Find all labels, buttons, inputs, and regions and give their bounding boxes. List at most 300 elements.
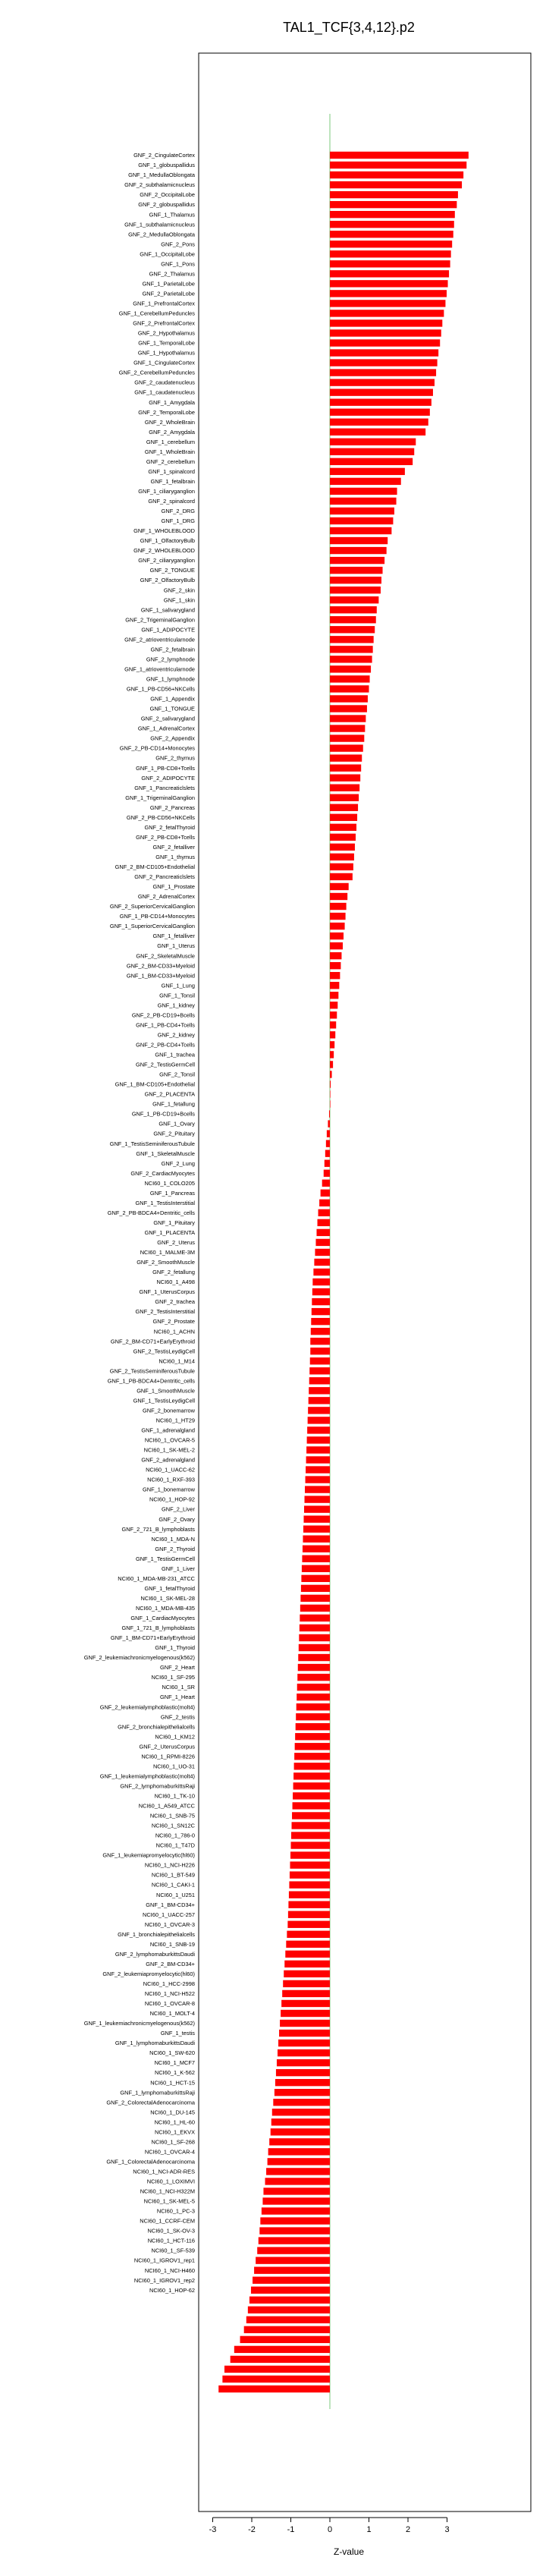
category-label: GNF_1_TestisSeminiferousTubule — [109, 1140, 195, 1147]
bar — [290, 1861, 330, 1868]
category-label: GNF_1_Tonsil — [159, 992, 195, 999]
bar — [330, 626, 375, 633]
bar — [330, 1080, 331, 1087]
bar — [310, 1338, 330, 1345]
category-label: GNF_2_SkeletalMuscle — [136, 952, 195, 960]
bar — [295, 1743, 330, 1750]
category-label: NCI60_1_MDA-N — [151, 1535, 195, 1543]
category-label: GNF_2_Tonsil — [159, 1071, 195, 1078]
category-label: GNF_2_Hypothalamus — [137, 329, 195, 337]
category-label: NCI60_1_MOLT-4 — [149, 2010, 195, 2018]
bar — [308, 1417, 330, 1423]
category-label: GNF_2_BM-CD71+EarlyErythroid — [110, 1338, 195, 1345]
category-label: GNF_1_UterusCorpus — [139, 1288, 195, 1296]
category-label: NCI60_1_NCI-H522 — [144, 1990, 195, 1998]
category-label: GNF_1_721_B_lymphoblasts — [121, 1625, 195, 1632]
category-label: GNF_1_skin — [163, 596, 195, 604]
bar — [302, 1555, 330, 1562]
category-label: GNF_2_Pancreaticlslets — [134, 873, 195, 881]
category-label: NCI60_1_CAKI-1 — [151, 1881, 195, 1889]
bar — [291, 1832, 330, 1838]
bar — [329, 1110, 330, 1117]
bar — [330, 517, 393, 524]
category-label: NCI60_1_HL-60 — [154, 2118, 195, 2126]
category-label: GNF_2_OlfactoryBulb — [140, 577, 195, 584]
category-label: NCI60_1_SK-MEL-28 — [140, 1594, 195, 1602]
category-label: GNF_1_Thalamus — [149, 211, 195, 219]
category-label: GNF_2_thymus — [155, 754, 195, 762]
bar — [304, 1505, 330, 1512]
category-label: GNF_2_PB-CD19+Bcells — [131, 1011, 195, 1019]
bar — [330, 764, 361, 771]
category-label: GNF_1_leukemiachronicmyelogenous(k562) — [83, 2020, 195, 2027]
category-label: NCI60_1_MDA-MB-231_ATCC — [118, 1574, 195, 1582]
x-tick-label: 2 — [405, 2525, 411, 2534]
category-label: GNF_2_skin — [163, 587, 195, 594]
bar — [300, 1615, 330, 1621]
bar — [330, 992, 338, 999]
bar — [325, 1160, 330, 1167]
category-label: GNF_2_WHOLEBLOOD — [133, 547, 195, 555]
category-label: GNF_1_lymphomaburkittsRaji — [120, 2089, 195, 2096]
category-label: NCI60_1_SNB-19 — [149, 1940, 195, 1948]
category-label: GNF_2_lymphnode — [146, 656, 195, 663]
category-label: GNF_2_adrenalgland — [141, 1456, 195, 1464]
bar — [322, 1180, 330, 1187]
category-label: GNF_1_kidney — [157, 1002, 195, 1009]
category-label: GNF_2_fetalliver — [152, 843, 195, 851]
category-label: NCI60_1_K-562 — [154, 2069, 195, 2077]
bar — [330, 290, 447, 297]
bar — [293, 1782, 330, 1789]
bar — [303, 1515, 330, 1522]
bar — [310, 1357, 330, 1364]
bar — [330, 695, 368, 702]
bar — [330, 754, 362, 761]
bar — [330, 1021, 336, 1028]
bar — [330, 1002, 337, 1008]
category-label: GNF_1_lymphomaburkittsDaudi — [115, 2040, 195, 2047]
category-label: GNF_2_TemporalLobe — [138, 408, 195, 416]
category-label: GNF_1_CardiacMyocytes — [130, 1615, 195, 1622]
bar — [330, 646, 373, 653]
bar — [301, 1585, 330, 1592]
category-label: GNF_1_Hypothalamus — [137, 349, 195, 357]
bar — [330, 388, 433, 395]
category-label: GNF_2_cerebellum — [146, 458, 195, 465]
bar — [306, 1466, 330, 1473]
category-label: GNF_1_fetalliver — [152, 933, 195, 940]
bar — [287, 1921, 330, 1928]
category-label: NCI60_1_OVCAR-4 — [144, 2148, 195, 2156]
bar — [330, 1061, 333, 1068]
bar — [248, 2307, 330, 2313]
bar — [294, 1763, 330, 1769]
bar — [330, 596, 378, 603]
bar — [218, 2386, 330, 2392]
bar — [330, 1071, 332, 1077]
bar — [330, 191, 458, 198]
bar — [284, 1971, 330, 1977]
category-label: GNF_2_TestisGermCell — [135, 1061, 195, 1068]
bar — [330, 270, 449, 277]
bar — [330, 814, 357, 821]
category-label: NCI60_1_PC-3 — [156, 2207, 195, 2215]
bar — [224, 2366, 330, 2373]
bar — [301, 1575, 330, 1582]
category-label: GNF_1_fetallung — [152, 1100, 195, 1108]
category-label: GNF_1_SmoothMuscle — [136, 1387, 195, 1395]
bar — [282, 1990, 330, 1997]
category-label: GNF_2_PB-BDCA4+Dentritic_cells — [107, 1209, 195, 1216]
category-label: GNF_1_BM-CD33+Myeloid — [126, 972, 195, 980]
bar — [330, 933, 344, 939]
bar — [300, 1595, 330, 1602]
bar — [307, 1426, 330, 1433]
bar — [330, 201, 457, 208]
bar — [279, 2030, 330, 2037]
bar — [278, 2040, 330, 2046]
category-label: GNF_2_721_B_lymphoblasts — [121, 1525, 195, 1533]
category-label: GNF_1_OlfactoryBulb — [140, 537, 195, 545]
category-label: GNF_2_CerebellumPeduncles — [118, 369, 195, 376]
category-label: NCI60_1_U251 — [156, 1891, 195, 1898]
category-label: NCI60_1_SF-539 — [151, 2247, 195, 2254]
bar — [330, 863, 353, 870]
category-label: GNF_2_Thalamus — [149, 270, 195, 278]
bar — [330, 577, 381, 583]
bar — [330, 329, 441, 336]
bar — [262, 2207, 330, 2214]
category-label: NCI60_1_A549_ATCC — [138, 1802, 195, 1810]
bar — [288, 1911, 330, 1918]
category-label: GNF_2_lymphomaburkittsDaudi — [115, 1950, 195, 1958]
category-label: GNF_1_PrefrontalCortex — [133, 300, 195, 307]
bar — [294, 1753, 330, 1760]
category-label: GNF_2_Pituitary — [153, 1130, 195, 1137]
bar — [330, 359, 438, 366]
bar — [330, 567, 383, 574]
bar — [330, 547, 387, 554]
bar — [330, 241, 452, 247]
category-label: GNF_1_bronchialepithelialcells — [118, 1930, 195, 1938]
category-label: NCI60_1_HT29 — [155, 1417, 195, 1424]
bar — [295, 1733, 330, 1740]
category-label: GNF_2_leukemiachronicmyelogenous(k562) — [83, 1654, 195, 1662]
bar — [330, 379, 435, 385]
bar — [330, 1011, 337, 1018]
category-label: NCI60_1_SR — [162, 1684, 195, 1691]
category-label: GNF_1_TemporalLobe — [138, 339, 195, 347]
bar — [330, 844, 355, 851]
bar — [330, 181, 462, 188]
category-label: GNF_1_cerebellum — [146, 438, 195, 445]
bar — [330, 468, 405, 475]
bar — [289, 1881, 330, 1888]
bar — [285, 1951, 330, 1958]
bar — [268, 2158, 330, 2165]
bar — [286, 1941, 330, 1948]
category-label: GNF_1_SkeletalMuscle — [136, 1150, 195, 1157]
bar — [303, 1536, 330, 1543]
category-label: GNF_1_lymphnode — [146, 675, 195, 683]
bar — [259, 2237, 330, 2244]
category-label: GNF_1_ADIPOCYTE — [141, 626, 195, 634]
category-label: GNF_2_DRG — [161, 508, 195, 515]
bar — [330, 369, 436, 376]
bar — [309, 1377, 330, 1384]
bar — [290, 1871, 330, 1878]
bar — [251, 2287, 330, 2294]
category-label: GNF_1_Pancreas — [149, 1189, 195, 1197]
bar — [310, 1348, 330, 1354]
category-label: GNF_2_fetalThyroid — [144, 823, 195, 831]
category-label: NCI60_1_NCI-H226 — [144, 1861, 195, 1869]
bar — [327, 1130, 330, 1137]
bar — [312, 1308, 330, 1315]
category-label: GNF_2_Liver — [162, 1505, 195, 1513]
category-label: GNF_2_AdrenalCortex — [137, 893, 195, 901]
bar — [330, 300, 445, 307]
category-label: NCI60_1_786-0 — [155, 1832, 195, 1839]
category-label: NCI60_1_HCC-2998 — [143, 1980, 195, 1988]
category-label: GNF_2_Uterus — [157, 1239, 195, 1247]
bar — [330, 260, 450, 267]
category-label: GNF_1_fetalThyroid — [144, 1584, 195, 1592]
x-tick-label: -2 — [248, 2525, 256, 2534]
bar — [296, 1713, 330, 1720]
category-label: GNF_2_atrioventricularnode — [124, 636, 195, 643]
category-label: NCI60_1_DU-145 — [150, 2109, 195, 2116]
category-label: GNF_2_salivarygland — [140, 715, 195, 722]
bar — [297, 1674, 330, 1681]
category-label: GNF_1_PB-CD19+Bcells — [131, 1110, 195, 1118]
category-label: GNF_1_BM-CD71+EarlyErythroid — [110, 1634, 195, 1642]
category-label: GNF_2_ParietalLobe — [142, 290, 195, 297]
category-label: NCI60_1_ACHN — [153, 1328, 195, 1335]
category-label: GNF_1_WHOLEBLOOD — [133, 527, 195, 535]
bar — [307, 1436, 330, 1443]
category-label: GNF_2_PB-CD4+Tcells — [136, 1041, 195, 1049]
bar — [330, 834, 356, 841]
bar — [330, 982, 339, 989]
bar — [330, 527, 391, 534]
category-label: GNF_2_CingulateCortex — [133, 152, 195, 159]
bar — [299, 1634, 330, 1641]
category-label: NCI60_1_T47D — [155, 1842, 195, 1849]
category-label: GNF_1_SuperiorCervicalGanglion — [109, 923, 195, 930]
bar — [268, 2148, 330, 2155]
bar — [309, 1387, 330, 1394]
bar — [290, 1851, 330, 1858]
x-tick-label: -3 — [209, 2525, 217, 2534]
bar — [330, 537, 388, 544]
category-label: GNF_1_ColorectalAdenocarcinoma — [106, 2158, 195, 2166]
x-tick-label: -1 — [287, 2525, 295, 2534]
bar — [330, 1031, 335, 1038]
category-label: GNF_2_PLACENTA — [144, 1090, 195, 1098]
bar — [305, 1486, 330, 1492]
bar — [330, 557, 384, 564]
category-label: GNF_1_WholeBrain — [144, 448, 195, 455]
bar — [330, 448, 414, 455]
category-label: GNF_1_fetalbrain — [150, 477, 195, 485]
category-label: GNF_1_Ovary — [158, 1120, 195, 1128]
category-label: GNF_1_ciliaryganglion — [138, 488, 195, 495]
category-label: GNF_2_lymphomaburkittsRaji — [120, 1782, 195, 1790]
category-label: GNF_2_ColorectalAdenocarcinoma — [106, 2099, 195, 2106]
category-label: NCI60_1_MCF7 — [154, 2059, 195, 2067]
category-label: GNF_2_Prostate — [152, 1318, 195, 1326]
category-label: GNF_1_bonemarrow — [142, 1486, 195, 1493]
category-label: GNF_1_TrigeminalGanglion — [125, 794, 195, 801]
bar — [321, 1190, 330, 1197]
category-label: GNF_2_fetallung — [152, 1269, 195, 1276]
bar — [298, 1664, 330, 1671]
bar — [266, 2168, 330, 2175]
bar — [271, 2118, 330, 2125]
category-label: GNF_1_globuspallidus — [138, 162, 195, 169]
category-label: GNF_1_Pituitary — [153, 1219, 195, 1226]
bar — [309, 1367, 330, 1374]
bar — [287, 1931, 330, 1938]
bar — [273, 2099, 330, 2106]
chart-title: TAL1_TCF{3,4,12}.p2 — [283, 20, 415, 35]
category-label: NCI60_1_OVCAR-8 — [144, 2000, 195, 2008]
category-label: NCI60_1_COLO205 — [144, 1179, 195, 1187]
bar — [306, 1456, 330, 1463]
bar — [298, 1654, 330, 1661]
bar — [283, 1980, 330, 1987]
category-label: GNF_2_Pancreas — [149, 804, 195, 811]
bar — [293, 1792, 330, 1799]
bar — [297, 1684, 330, 1691]
bar — [284, 1961, 330, 1967]
bar — [244, 2326, 330, 2333]
category-label: NCI60_1_SNB-75 — [149, 1812, 195, 1820]
category-label: GNF_1_TONGUE — [149, 705, 195, 712]
category-label: NCI60_1_OVCAR-5 — [144, 1436, 195, 1444]
bar — [297, 1694, 330, 1700]
category-label: GNF_1_DRG — [161, 517, 195, 525]
category-label: GNF_2_SuperiorCervicalGanglion — [109, 903, 195, 911]
bar — [330, 419, 428, 426]
category-label: GNF_2_BM-CD105+Endothelial — [115, 863, 195, 871]
category-label: GNF_2_subthalamicnucleus — [124, 181, 195, 189]
bar — [330, 774, 360, 781]
bar — [330, 498, 397, 505]
category-label: GNF_2_MedullaOblongata — [128, 231, 195, 238]
bar — [330, 280, 448, 287]
category-label: GNF_2_kidney — [157, 1031, 195, 1039]
category-label: GNF_2_testis — [160, 1713, 195, 1721]
category-label: GNF_1_TestisGermCell — [135, 1555, 195, 1562]
category-label: GNF_2_CardiacMyocytes — [130, 1169, 195, 1177]
category-label: GNF_1_ParietalLobe — [142, 280, 195, 288]
category-label: GNF_2_BM-CD34+ — [146, 1960, 195, 1967]
category-label: NCI60_1_UACC-257 — [142, 1911, 195, 1918]
category-label: GNF_1_Thyroid — [155, 1644, 195, 1652]
x-tick-label: 3 — [444, 2525, 450, 2534]
bar — [311, 1318, 330, 1325]
category-label: NCI60_1_KM12 — [155, 1733, 195, 1741]
bar — [330, 785, 359, 791]
category-label: GNF_2_leukemiapromyelocytic(hl60) — [102, 1970, 195, 1977]
bar — [330, 409, 430, 416]
category-label: GNF_2_Appendix — [150, 734, 195, 742]
bar — [277, 2059, 330, 2066]
bar — [330, 1090, 331, 1097]
bar — [330, 656, 372, 662]
bar — [275, 2079, 330, 2086]
category-label: GNF_2_TestisSeminiferousTubule — [109, 1367, 195, 1375]
category-label: GNF_2_globuspallidus — [138, 201, 195, 209]
bar — [222, 2376, 330, 2383]
category-label: GNF_1_PB-BDCA4+Dentritic_cells — [107, 1377, 195, 1385]
bar — [316, 1229, 330, 1236]
category-label: GNF_1_Prostate — [152, 883, 195, 891]
category-label: GNF_1_TestisLeydigCell — [133, 1397, 195, 1404]
category-label: GNF_2_TestisLeydigCell — [133, 1348, 195, 1355]
bar — [330, 250, 451, 257]
bar — [330, 794, 359, 801]
bar — [330, 1051, 334, 1058]
bar — [306, 1446, 330, 1453]
bar — [314, 1259, 330, 1266]
category-label: GNF_2_spinalcord — [148, 498, 195, 505]
bar — [249, 2297, 330, 2304]
category-label: NCI60_1_HOP-62 — [149, 2286, 195, 2294]
bar — [254, 2266, 330, 2273]
bar — [326, 1140, 330, 1146]
category-label: GNF_1_thymus — [155, 853, 195, 860]
bar — [313, 1269, 330, 1275]
category-label: NCI60_1_HCT-116 — [147, 2237, 195, 2244]
bar — [291, 1842, 331, 1848]
bar — [330, 398, 431, 405]
category-label: GNF_2_TrigeminalGanglion — [125, 616, 195, 624]
bar — [292, 1812, 330, 1819]
category-label: NCI60_1_UO-31 — [152, 1763, 195, 1770]
category-label: NCI60_1_IGROV1_rep2 — [133, 2276, 195, 2284]
category-label: GNF_2_PB-CD56+NKCells — [126, 813, 195, 821]
category-label: GNF_2_PrefrontalCortex — [133, 319, 195, 327]
bar — [315, 1239, 330, 1246]
bar — [263, 2188, 330, 2194]
bar — [330, 162, 466, 168]
category-label: GNF_1_PB-CD56+NKCells — [126, 685, 195, 693]
bar — [234, 2346, 330, 2353]
bar — [330, 804, 358, 811]
bar — [330, 685, 369, 692]
category-label: GNF_2_trachea — [155, 1298, 195, 1306]
category-label: GNF_1_Liver — [162, 1565, 195, 1572]
category-label: NCI60_1_OVCAR-3 — [144, 1920, 195, 1928]
bar — [330, 824, 356, 831]
bar — [305, 1496, 330, 1502]
bar — [330, 152, 469, 159]
bar — [330, 962, 340, 969]
category-label: GNF_1_BM-CD105+Endothelial — [115, 1080, 195, 1088]
bar — [293, 1802, 330, 1809]
category-label: GNF_2_Thyroid — [155, 1545, 195, 1552]
bar — [265, 2178, 330, 2184]
bar — [330, 675, 370, 682]
bar — [330, 873, 353, 880]
x-axis — [209, 2518, 450, 2534]
category-label: GNF_2_TestisInterstitial — [135, 1308, 195, 1316]
category-label: GNF_1_testis — [160, 2030, 195, 2037]
